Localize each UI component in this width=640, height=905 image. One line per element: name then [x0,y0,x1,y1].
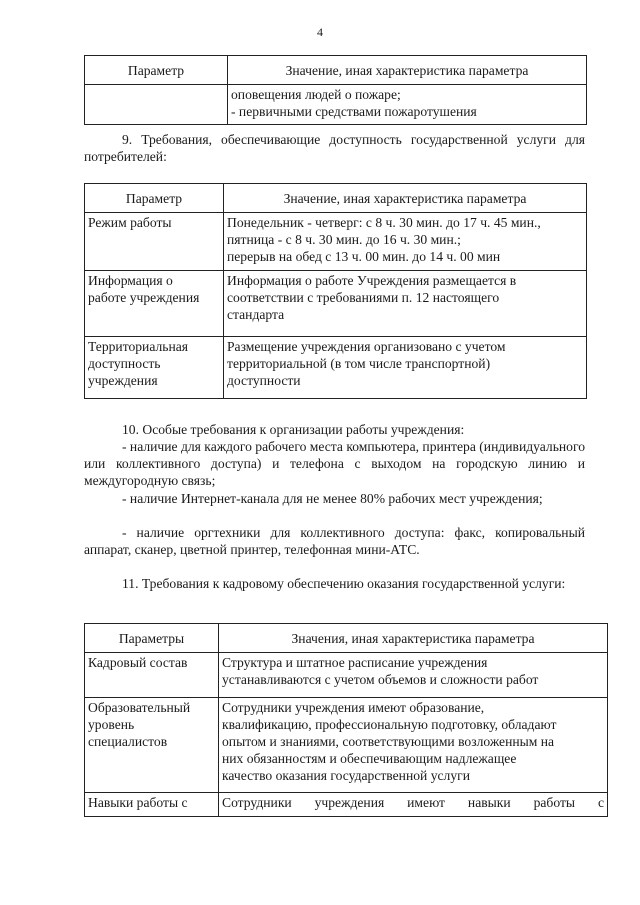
param-cell [85,271,224,337]
section-10-item: - наличие для каждого рабочего места компьютера, принтера (индивидуального или коллективного доступа) и телефона с выходом на городскую линию и междугородную связь; [84,439,585,488]
value-cell [219,653,608,698]
value-line: соответствии с требованиями п. 12 настоящего [227,290,500,305]
param-line: учреждения [88,373,158,388]
value-cell [219,793,608,817]
param-line: работе учреждения [88,290,200,305]
value-line: Понедельник - четверг: с 8 ч. 30 мин. до 17 ч. 45 мин., [227,215,541,230]
table-row [85,85,587,125]
table-continuation [84,55,587,125]
param-line: доступность [88,356,161,371]
value-line: Сотрудники учреждения имеют образование, [222,700,485,715]
table-row [85,653,608,698]
param-line: Территориальная [88,339,189,354]
value-line: перерыв на обед с 13 ч. 00 мин. до 14 ч. 00 мин [227,249,501,264]
header-value: Значение, иная характеристика параметра [224,184,587,213]
table-header-row [85,624,608,653]
value-line: них обязанностям и обеспечивающим надлежащее [222,751,517,766]
value-line: территориальной (в том числе транспортной) [227,356,491,371]
param-cell [85,337,224,399]
param-line: специалистов [88,734,168,749]
header-value: Значение, иная характеристика параметра [228,56,587,85]
value-line: - первичными средствами пожаротушения [231,104,477,119]
value-cell [219,698,608,793]
header-parameter: Параметр [85,56,228,85]
param-cell [85,85,228,125]
value-line: оповещения людей о пожаре; [231,87,401,102]
param-cell [85,653,219,698]
table-availability [84,183,587,399]
section-11-text: 11. Требования к кадровому обеспечению оказания государственной услуги: [122,576,566,591]
value-cell [228,85,587,125]
value-line: Структура и штатное расписание учреждения [222,655,488,670]
value-line: квалификацию, профессиональную подготовку, обладают [222,717,557,732]
header-value: Значения, иная характеристика параметра [219,624,608,653]
param-line: Информация о [88,273,173,288]
value-line: опытом и знаниями, соответствующими возложенным на [222,734,555,749]
section-10-item: - наличие Интернет-канала для не менее 80% рабочих мест учреждения; [122,491,543,506]
value-cell [224,271,587,337]
header-parameter: Параметры [85,624,219,653]
table-staffing [84,623,608,817]
param-line: Кадровый состав [88,655,188,670]
section-10-title: 10. Особые требования к организации работы учреждения: [122,422,465,437]
value-line: Информация о работе Учреждения размещается в [227,273,517,288]
page-number: 4 [317,25,323,39]
table-row [85,271,587,337]
table-row [85,337,587,399]
param-line: Режим работы [88,215,172,230]
table-row [85,698,608,793]
header-parameter: Параметр [85,184,224,213]
value-line: пятница - с 8 ч. 30 мин. до 16 ч. 30 мин.; [227,232,461,247]
param-line: уровень [88,717,135,732]
value-cell [224,213,587,271]
section-10-item: - наличие оргтехники для коллективного доступа: факс, копировальный аппарат, сканер, цветной принтер, телефонная мини-АТС. [84,525,585,557]
table-row [85,793,608,817]
table-header-row [85,184,587,213]
value-line: стандарта [227,307,285,322]
value-cell [224,337,587,399]
value-line: доступности [227,373,301,388]
value-line: качество оказания государственной услуги [222,768,470,783]
param-cell [85,213,224,271]
param-line: Навыки работы с [88,795,188,810]
value-line: устанавливаются с учетом объемов и сложности работ [222,672,539,687]
table-header-row [85,56,587,85]
table-row [85,213,587,271]
param-cell [85,793,219,817]
param-cell [85,698,219,793]
value-line: Размещение учреждения организовано с учетом [227,339,506,354]
section-9-text: 9. Требования, обеспечивающие доступность государственной услуги для потребителей: [84,132,585,164]
param-line: Образовательный [88,700,191,715]
value-line: Сотрудники учреждения имеют навыки работы с [222,795,604,810]
